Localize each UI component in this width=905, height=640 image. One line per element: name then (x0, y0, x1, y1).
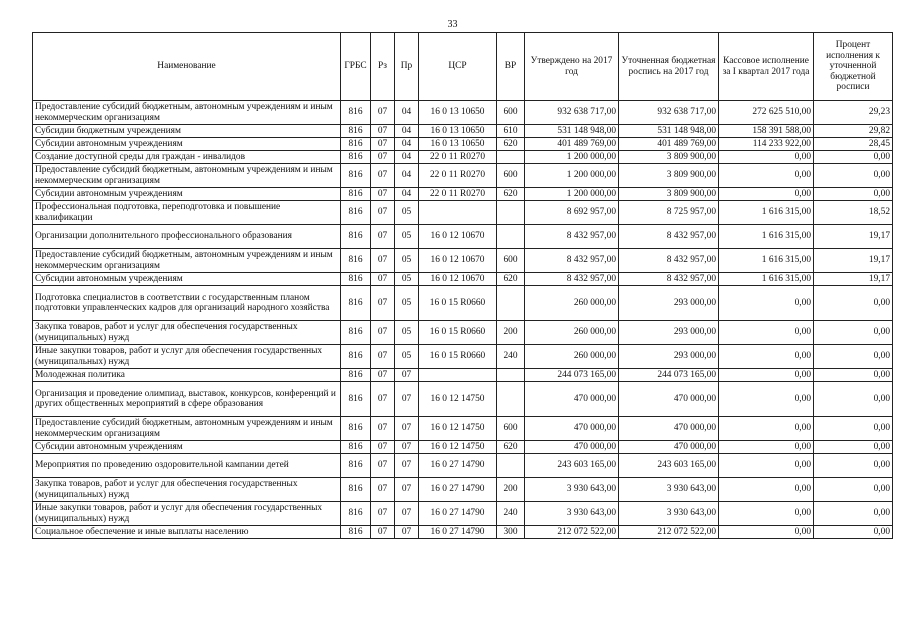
cell-vr: 620 (497, 441, 525, 454)
cell-vr (497, 369, 525, 382)
cell-csr: 16 0 13 10650 (419, 138, 497, 151)
col-header-grbs: ГРБС (341, 33, 371, 101)
cell-rz: 07 (371, 454, 395, 478)
cell-approved: 470 000,00 (525, 382, 619, 417)
cell-name: Предоставление субсидий бюджетным, автономным учреждениям и иным некоммерческим организациям (33, 101, 341, 125)
cell-refined: 8 432 957,00 (619, 249, 719, 273)
cell-pr: 05 (395, 286, 419, 321)
cell-vr (497, 382, 525, 417)
cell-vr: 600 (497, 249, 525, 273)
table-row (33, 101, 893, 125)
cell-name: Создание доступной среды для граждан - инвалидов (33, 151, 341, 164)
cell-pr: 04 (395, 101, 419, 125)
cell-refined: 8 725 957,00 (619, 201, 719, 225)
cell-pr: 07 (395, 478, 419, 502)
cell-rz: 07 (371, 151, 395, 164)
cell-name: Субсидии автономным учреждениям (33, 273, 341, 286)
cell-csr: 16 0 15 R0660 (419, 345, 497, 369)
cell-approved: 212 072 522,00 (525, 526, 619, 539)
cell-refined: 401 489 769,00 (619, 138, 719, 151)
table-row (33, 526, 893, 539)
cell-approved: 243 603 165,00 (525, 454, 619, 478)
cell-csr: 16 0 27 14790 (419, 478, 497, 502)
cell-csr: 16 0 27 14790 (419, 454, 497, 478)
cell-csr: 16 0 27 14790 (419, 526, 497, 539)
cell-pr: 05 (395, 345, 419, 369)
cell-cash: 0,00 (719, 286, 814, 321)
cell-refined: 8 432 957,00 (619, 225, 719, 249)
cell-percent: 19,17 (814, 273, 893, 286)
cell-approved: 260 000,00 (525, 321, 619, 345)
cell-csr: 16 0 12 14750 (419, 417, 497, 441)
cell-rz: 07 (371, 417, 395, 441)
cell-vr (497, 286, 525, 321)
cell-pr: 04 (395, 125, 419, 138)
cell-percent: 0,00 (814, 454, 893, 478)
cell-pr: 05 (395, 321, 419, 345)
cell-grbs: 816 (341, 382, 371, 417)
cell-csr: 16 0 15 R0660 (419, 286, 497, 321)
cell-name: Иные закупки товаров, работ и услуг для обеспечения государственных (муниципальных) нужд (33, 502, 341, 526)
cell-vr (497, 454, 525, 478)
cell-cash: 0,00 (719, 454, 814, 478)
cell-csr: 16 0 13 10650 (419, 125, 497, 138)
cell-approved: 8 692 957,00 (525, 201, 619, 225)
cell-csr: 16 0 12 10670 (419, 249, 497, 273)
cell-rz: 07 (371, 441, 395, 454)
page-number: 33 (447, 19, 458, 30)
cell-csr: 16 0 12 14750 (419, 441, 497, 454)
cell-approved: 932 638 717,00 (525, 101, 619, 125)
table-row (33, 273, 893, 286)
col-header-vr: ВР (497, 33, 525, 101)
cell-grbs: 816 (341, 286, 371, 321)
cell-vr: 620 (497, 188, 525, 201)
cell-vr (497, 151, 525, 164)
cell-cash: 0,00 (719, 164, 814, 188)
table-row (33, 321, 893, 345)
cell-cash: 0,00 (719, 321, 814, 345)
cell-refined: 3 930 643,00 (619, 478, 719, 502)
cell-grbs: 816 (341, 164, 371, 188)
cell-approved: 470 000,00 (525, 441, 619, 454)
cell-pr: 07 (395, 417, 419, 441)
cell-csr: 22 0 11 R0270 (419, 164, 497, 188)
cell-name: Мероприятия по проведению оздоровительной кампании детей (33, 454, 341, 478)
cell-csr: 16 0 27 14790 (419, 502, 497, 526)
cell-rz: 07 (371, 502, 395, 526)
cell-name: Субсидии автономным учреждениям (33, 188, 341, 201)
cell-percent: 19,17 (814, 225, 893, 249)
cell-cash: 0,00 (719, 151, 814, 164)
cell-vr: 620 (497, 273, 525, 286)
cell-cash: 0,00 (719, 478, 814, 502)
cell-rz: 07 (371, 125, 395, 138)
table-row (33, 151, 893, 164)
cell-refined: 932 638 717,00 (619, 101, 719, 125)
cell-name: Молодежная политика (33, 369, 341, 382)
cell-percent: 0,00 (814, 286, 893, 321)
col-header-rz: Рз (371, 33, 395, 101)
col-header-approved: Утверждено на 2017 год (525, 33, 619, 101)
cell-pr: 05 (395, 249, 419, 273)
cell-csr (419, 201, 497, 225)
cell-refined: 3 809 900,00 (619, 188, 719, 201)
col-header-percent: Процент исполнения к уточненной бюджетной росписи (814, 33, 893, 101)
cell-cash: 0,00 (719, 188, 814, 201)
cell-grbs: 816 (341, 321, 371, 345)
cell-name: Субсидии автономным учреждениям (33, 441, 341, 454)
cell-grbs: 816 (341, 188, 371, 201)
cell-percent: 0,00 (814, 151, 893, 164)
cell-refined: 3 809 900,00 (619, 151, 719, 164)
table-row (33, 454, 893, 478)
cell-approved: 260 000,00 (525, 286, 619, 321)
cell-cash: 0,00 (719, 369, 814, 382)
cell-pr: 05 (395, 225, 419, 249)
cell-vr: 240 (497, 502, 525, 526)
cell-percent: 0,00 (814, 369, 893, 382)
cell-approved: 1 200 000,00 (525, 164, 619, 188)
table-row (33, 138, 893, 151)
cell-pr: 04 (395, 151, 419, 164)
cell-csr: 22 0 11 R0270 (419, 188, 497, 201)
cell-grbs: 816 (341, 101, 371, 125)
cell-percent: 0,00 (814, 321, 893, 345)
cell-cash: 158 391 588,00 (719, 125, 814, 138)
cell-vr: 600 (497, 101, 525, 125)
table-row (33, 164, 893, 188)
cell-cash: 0,00 (719, 382, 814, 417)
cell-approved: 244 073 165,00 (525, 369, 619, 382)
cell-grbs: 816 (341, 201, 371, 225)
cell-refined: 212 072 522,00 (619, 526, 719, 539)
cell-percent: 0,00 (814, 382, 893, 417)
cell-rz: 07 (371, 249, 395, 273)
cell-pr: 05 (395, 273, 419, 286)
cell-rz: 07 (371, 188, 395, 201)
cell-approved: 260 000,00 (525, 345, 619, 369)
cell-refined: 531 148 948,00 (619, 125, 719, 138)
cell-rz: 07 (371, 345, 395, 369)
cell-vr: 200 (497, 321, 525, 345)
cell-percent: 0,00 (814, 188, 893, 201)
cell-pr: 07 (395, 502, 419, 526)
cell-rz: 07 (371, 526, 395, 539)
cell-approved: 8 432 957,00 (525, 225, 619, 249)
cell-name: Предоставление субсидий бюджетным, автономным учреждениям и иным некоммерческим организациям (33, 164, 341, 188)
cell-refined: 3 930 643,00 (619, 502, 719, 526)
cell-vr: 600 (497, 164, 525, 188)
table-row (33, 502, 893, 526)
cell-percent: 18,52 (814, 201, 893, 225)
cell-csr: 22 0 11 R0270 (419, 151, 497, 164)
cell-name: Закупка товаров, работ и услуг для обеспечения государственных (муниципальных) нужд (33, 321, 341, 345)
cell-rz: 07 (371, 138, 395, 151)
cell-percent: 0,00 (814, 345, 893, 369)
cell-name: Социальное обеспечение и иные выплаты населению (33, 526, 341, 539)
cell-grbs: 816 (341, 151, 371, 164)
cell-refined: 293 000,00 (619, 321, 719, 345)
table-row (33, 286, 893, 321)
cell-percent: 29,23 (814, 101, 893, 125)
cell-percent: 0,00 (814, 526, 893, 539)
cell-approved: 401 489 769,00 (525, 138, 619, 151)
cell-rz: 07 (371, 321, 395, 345)
cell-rz: 07 (371, 478, 395, 502)
col-header-cash: Кассовое исполнение за I квартал 2017 года (719, 33, 814, 101)
cell-grbs: 816 (341, 441, 371, 454)
cell-percent: 0,00 (814, 502, 893, 526)
cell-vr: 240 (497, 345, 525, 369)
cell-pr: 04 (395, 188, 419, 201)
cell-rz: 07 (371, 101, 395, 125)
cell-refined: 8 432 957,00 (619, 273, 719, 286)
cell-pr: 07 (395, 526, 419, 539)
cell-name: Подготовка специалистов в соответствии с государственным планом подготовки управленческих кадров для организаций народного хозяйства (33, 286, 341, 321)
cell-cash: 1 616 315,00 (719, 249, 814, 273)
table-row (33, 369, 893, 382)
cell-grbs: 816 (341, 526, 371, 539)
cell-approved: 3 930 643,00 (525, 502, 619, 526)
col-header-pr: Пр (395, 33, 419, 101)
cell-grbs: 816 (341, 345, 371, 369)
cell-rz: 07 (371, 382, 395, 417)
cell-cash: 0,00 (719, 502, 814, 526)
cell-csr: 16 0 12 10670 (419, 273, 497, 286)
col-header-refined: Уточненная бюджетная роспись на 2017 год (619, 33, 719, 101)
cell-vr (497, 201, 525, 225)
cell-name: Закупка товаров, работ и услуг для обеспечения государственных (муниципальных) нужд (33, 478, 341, 502)
budget-execution-table (32, 32, 893, 539)
cell-cash: 272 625 510,00 (719, 101, 814, 125)
cell-name: Предоставление субсидий бюджетным, автономным учреждениям и иным некоммерческим организациям (33, 249, 341, 273)
cell-name: Субсидии бюджетным учреждениям (33, 125, 341, 138)
cell-pr: 04 (395, 164, 419, 188)
cell-approved: 470 000,00 (525, 417, 619, 441)
cell-cash: 0,00 (719, 417, 814, 441)
table-row (33, 201, 893, 225)
cell-csr (419, 369, 497, 382)
cell-pr: 07 (395, 441, 419, 454)
cell-vr: 600 (497, 417, 525, 441)
cell-csr: 16 0 13 10650 (419, 101, 497, 125)
col-header-csr: ЦСР (419, 33, 497, 101)
cell-cash: 0,00 (719, 526, 814, 539)
cell-refined: 470 000,00 (619, 382, 719, 417)
cell-rz: 07 (371, 164, 395, 188)
table-row (33, 345, 893, 369)
cell-vr (497, 225, 525, 249)
cell-refined: 3 809 900,00 (619, 164, 719, 188)
cell-approved: 1 200 000,00 (525, 188, 619, 201)
cell-grbs: 816 (341, 454, 371, 478)
cell-grbs: 816 (341, 369, 371, 382)
cell-cash: 1 616 315,00 (719, 201, 814, 225)
cell-name: Иные закупки товаров, работ и услуг для обеспечения государственных (муниципальных) нужд (33, 345, 341, 369)
cell-cash: 114 233 922,00 (719, 138, 814, 151)
cell-rz: 07 (371, 286, 395, 321)
cell-cash: 0,00 (719, 441, 814, 454)
cell-approved: 8 432 957,00 (525, 273, 619, 286)
cell-refined: 293 000,00 (619, 345, 719, 369)
cell-grbs: 816 (341, 417, 371, 441)
cell-grbs: 816 (341, 138, 371, 151)
cell-pr: 04 (395, 138, 419, 151)
cell-percent: 0,00 (814, 164, 893, 188)
cell-csr: 16 0 12 14750 (419, 382, 497, 417)
cell-vr: 300 (497, 526, 525, 539)
cell-vr: 610 (497, 125, 525, 138)
cell-grbs: 816 (341, 478, 371, 502)
cell-refined: 293 000,00 (619, 286, 719, 321)
table-row (33, 441, 893, 454)
cell-rz: 07 (371, 369, 395, 382)
cell-name: Предоставление субсидий бюджетным, автономным учреждениям и иным некоммерческим организациям (33, 417, 341, 441)
table-row (33, 249, 893, 273)
cell-percent: 29,82 (814, 125, 893, 138)
cell-approved: 1 200 000,00 (525, 151, 619, 164)
cell-pr: 07 (395, 382, 419, 417)
cell-name: Организации дополнительного профессионального образования (33, 225, 341, 249)
cell-pr: 07 (395, 369, 419, 382)
cell-vr: 200 (497, 478, 525, 502)
cell-rz: 07 (371, 201, 395, 225)
cell-approved: 531 148 948,00 (525, 125, 619, 138)
cell-csr: 16 0 12 10670 (419, 225, 497, 249)
cell-cash: 0,00 (719, 345, 814, 369)
cell-grbs: 816 (341, 225, 371, 249)
cell-name: Организация и проведение олимпиад, выставок, конкурсов, конференций и других общественных мероприятий в сфере образования (33, 382, 341, 417)
cell-cash: 1 616 315,00 (719, 273, 814, 286)
cell-pr: 07 (395, 454, 419, 478)
col-header-name: Наименование (33, 33, 341, 101)
cell-csr: 16 0 15 R0660 (419, 321, 497, 345)
cell-percent: 19,17 (814, 249, 893, 273)
cell-refined: 244 073 165,00 (619, 369, 719, 382)
table-row (33, 225, 893, 249)
cell-rz: 07 (371, 225, 395, 249)
cell-cash: 1 616 315,00 (719, 225, 814, 249)
cell-percent: 0,00 (814, 417, 893, 441)
cell-name: Профессиональная подготовка, переподготовка и повышение квалификации (33, 201, 341, 225)
table-row (33, 188, 893, 201)
cell-grbs: 816 (341, 273, 371, 286)
table-row (33, 478, 893, 502)
cell-grbs: 816 (341, 502, 371, 526)
cell-approved: 3 930 643,00 (525, 478, 619, 502)
cell-refined: 470 000,00 (619, 417, 719, 441)
cell-refined: 243 603 165,00 (619, 454, 719, 478)
cell-pr: 05 (395, 201, 419, 225)
cell-percent: 28,45 (814, 138, 893, 151)
cell-rz: 07 (371, 273, 395, 286)
cell-percent: 0,00 (814, 441, 893, 454)
cell-grbs: 816 (341, 125, 371, 138)
cell-grbs: 816 (341, 249, 371, 273)
cell-vr: 620 (497, 138, 525, 151)
cell-refined: 470 000,00 (619, 441, 719, 454)
cell-name: Субсидии автономным учреждениям (33, 138, 341, 151)
table-row (33, 417, 893, 441)
table-header-row (33, 33, 893, 101)
table-row (33, 125, 893, 138)
cell-percent: 0,00 (814, 478, 893, 502)
table-row (33, 382, 893, 417)
cell-approved: 8 432 957,00 (525, 249, 619, 273)
